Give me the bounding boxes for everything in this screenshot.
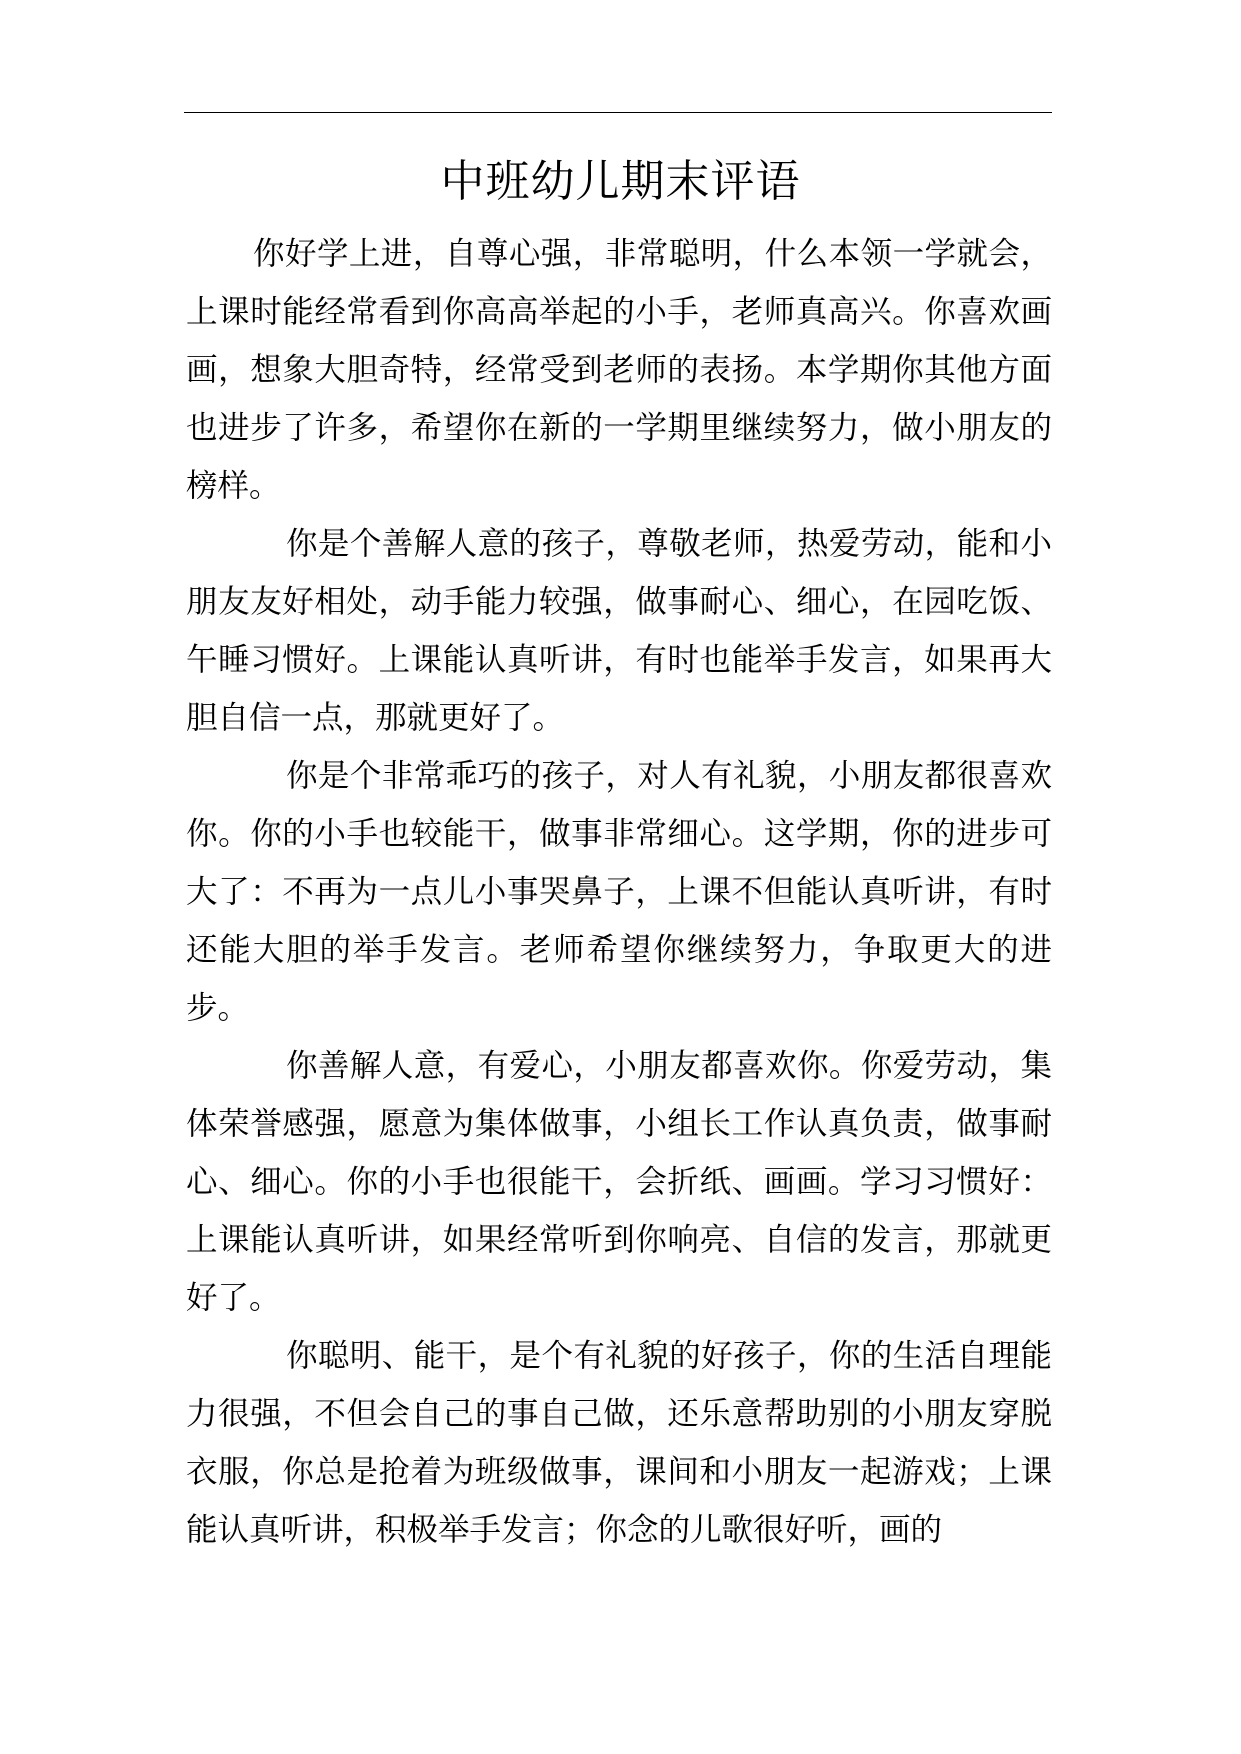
header-rule [184, 112, 1052, 113]
paragraph-2: 你是个善解人意的孩子，尊敬老师，热爱劳动，能和小朋友友好相处，动手能力较强，做事耐心、细心，在园吃饭、午睡习惯好。上课能认真听讲，有时也能举手发言，如果再大胆自信一点，那就更好了。 [186, 526, 1052, 736]
paragraph-5: 你聪明、能干，是个有礼貌的好孩子，你的生活自理能力很强，不但会自己的事自己做，还乐意帮助别的小朋友穿脱衣服，你总是抢着为班级做事，课间和小朋友一起游戏；上课能认真听讲，积极举手发言；你念的儿歌很好听，画的 [186, 1338, 1052, 1548]
document-body [186, 225, 1052, 1559]
paragraph-1: 你好学上进，自尊心强，非常聪明，什么本领一学就会，上课时能经常看到你高高举起的小手，老师真高兴。你喜欢画画，想象大胆奇特，经常受到老师的表扬。本学期你其他方面也进步了许多，希望你在新的一学期里继续努力，做小朋友的榜样。 [186, 236, 1052, 504]
page-title: 中班幼儿期末评语 [440, 156, 801, 207]
paragraph-4: 你善解人意，有爱心，小朋友都喜欢你。你爱劳动，集体荣誉感强，愿意为集体做事，小组长工作认真负责，做事耐心、细心。你的小手也很能干，会折纸、画画。学习习惯好：上课能认真听讲，如果经常听到你响亮、自信的发言，那就更好了。 [186, 1048, 1052, 1316]
paragraph-3: 你是个非常乖巧的孩子，对人有礼貌，小朋友都很喜欢你。你的小手也较能干，做事非常细心。这学期，你的进步可大了：不再为一点儿小事哭鼻子，上课不但能认真听讲，有时还能大胆的举手发言。老师希望你继续努力，争取更大的进步。 [186, 758, 1052, 1026]
